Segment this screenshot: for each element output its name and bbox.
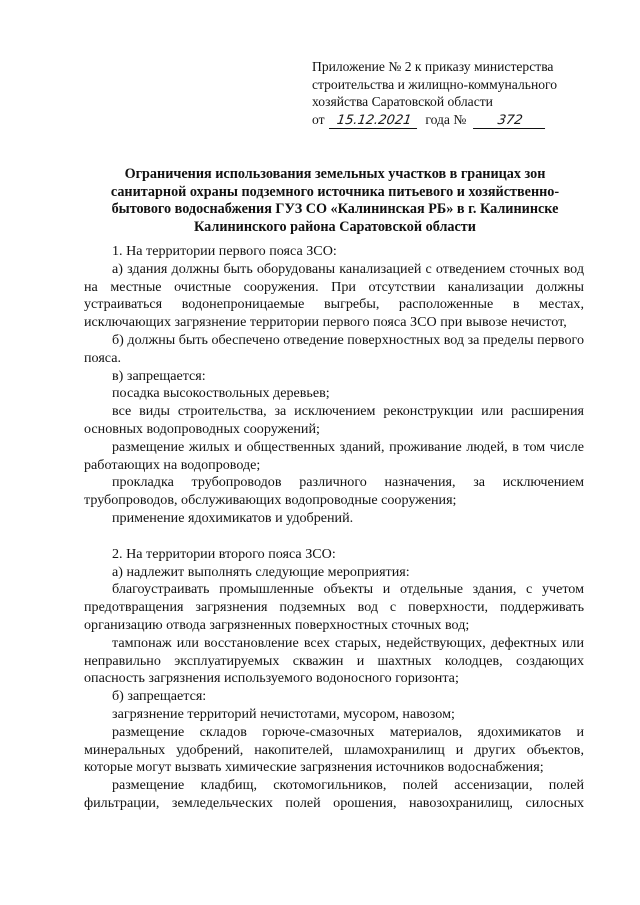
section-2-item: а) надлежит выполнять следующие мероприятия:	[112, 563, 410, 580]
section-1-heading: 1. На территории первого пояса ЗСО:	[112, 243, 337, 259]
appendix-date-line	[312, 111, 612, 129]
handwritten-number: 372	[473, 114, 547, 129]
section-1-item: все виды строительства, за исключением реконструкции или расширения основных водопроводных сооружений;	[84, 403, 584, 437]
section-1-item: посадка высокоствольных деревьев;	[112, 385, 330, 402]
number-label: года №	[425, 111, 467, 127]
section-2-item: тампонаж или восстановление всех старых, недействующих, дефектных или неправильно эксплуатируемых скважин и шахтных колодцев, создающих опасность загрязнения используемого водоносного горизонта;	[84, 634, 584, 687]
section-2-item: размещение складов горюче-смазочных материалов, ядохимикатов и минеральных удобрений, накопителей, шламохранилищ и других объектов, которые могут вызвать химические загрязнения источников водоснабжения;	[84, 723, 584, 776]
section-1-item: размещение жилых и общественных зданий, проживание людей, в том числе работающих на водопроводе;	[84, 438, 584, 473]
section-1-item: а) здания должны быть оборудованы канализацией с отведением сточных вод на местные очистные сооружения. При отсутствии канализации должны устраиваться водонепроницаемые выгребы, расположенные в местах, исключающих загрязнение территории первого пояса ЗСО при вывозе нечистот,	[84, 260, 584, 331]
document-body	[84, 243, 584, 813]
date-prefix: от	[312, 111, 325, 127]
section-1-item: б) должны быть обеспечено отведение поверхностных вод за пределы первого пояса.	[84, 331, 584, 366]
appendix-line-2: строительства и жилищно-коммунального	[312, 76, 558, 92]
section-2-item: загрязнение территорий нечистотами, мусором, навозом;	[112, 705, 455, 722]
handwritten-date: 15.12.2021	[329, 114, 419, 129]
section-gap	[84, 528, 584, 546]
section-2-item: благоустраивать промышленные объекты и отдельные здания, с учетом предотвращения загрязнения подземных вод с поверхности, поддерживать организацию отвода загрязненных поверхностных сточных вод;	[84, 581, 584, 633]
section-1-item: прокладка трубопроводов различного назначения, за исключением трубопроводов, обслуживающих водопроводные сооружения;	[84, 474, 584, 509]
section-2-item: размещение кладбищ, скотомогильников, полей ассенизации, полей фильтрации, земледельческих полей орошения, навозохранилищ, силосных	[84, 777, 584, 811]
appendix-header	[312, 58, 612, 129]
section-1-item: в) запрещается:	[112, 367, 206, 384]
document-title: Ограничения использования земельных участков в границах зон санитарной охраны подземного источника питьевого и хозяйственно-бытового водоснабжения ГУЗ СО «Калининская РБ» в г. Калининске Калининского района Саратовской области	[110, 166, 560, 235]
section-2-item: б) запрещается:	[112, 688, 207, 705]
appendix-line-3: хозяйства Саратовской области	[312, 94, 493, 109]
section-1-item: применение ядохимикатов и удобрений.	[112, 509, 354, 526]
section-2-heading: 2. На территории второго пояса ЗСО:	[112, 545, 336, 562]
appendix-line-1: Приложение № 2 к приказу министерства	[312, 59, 554, 74]
